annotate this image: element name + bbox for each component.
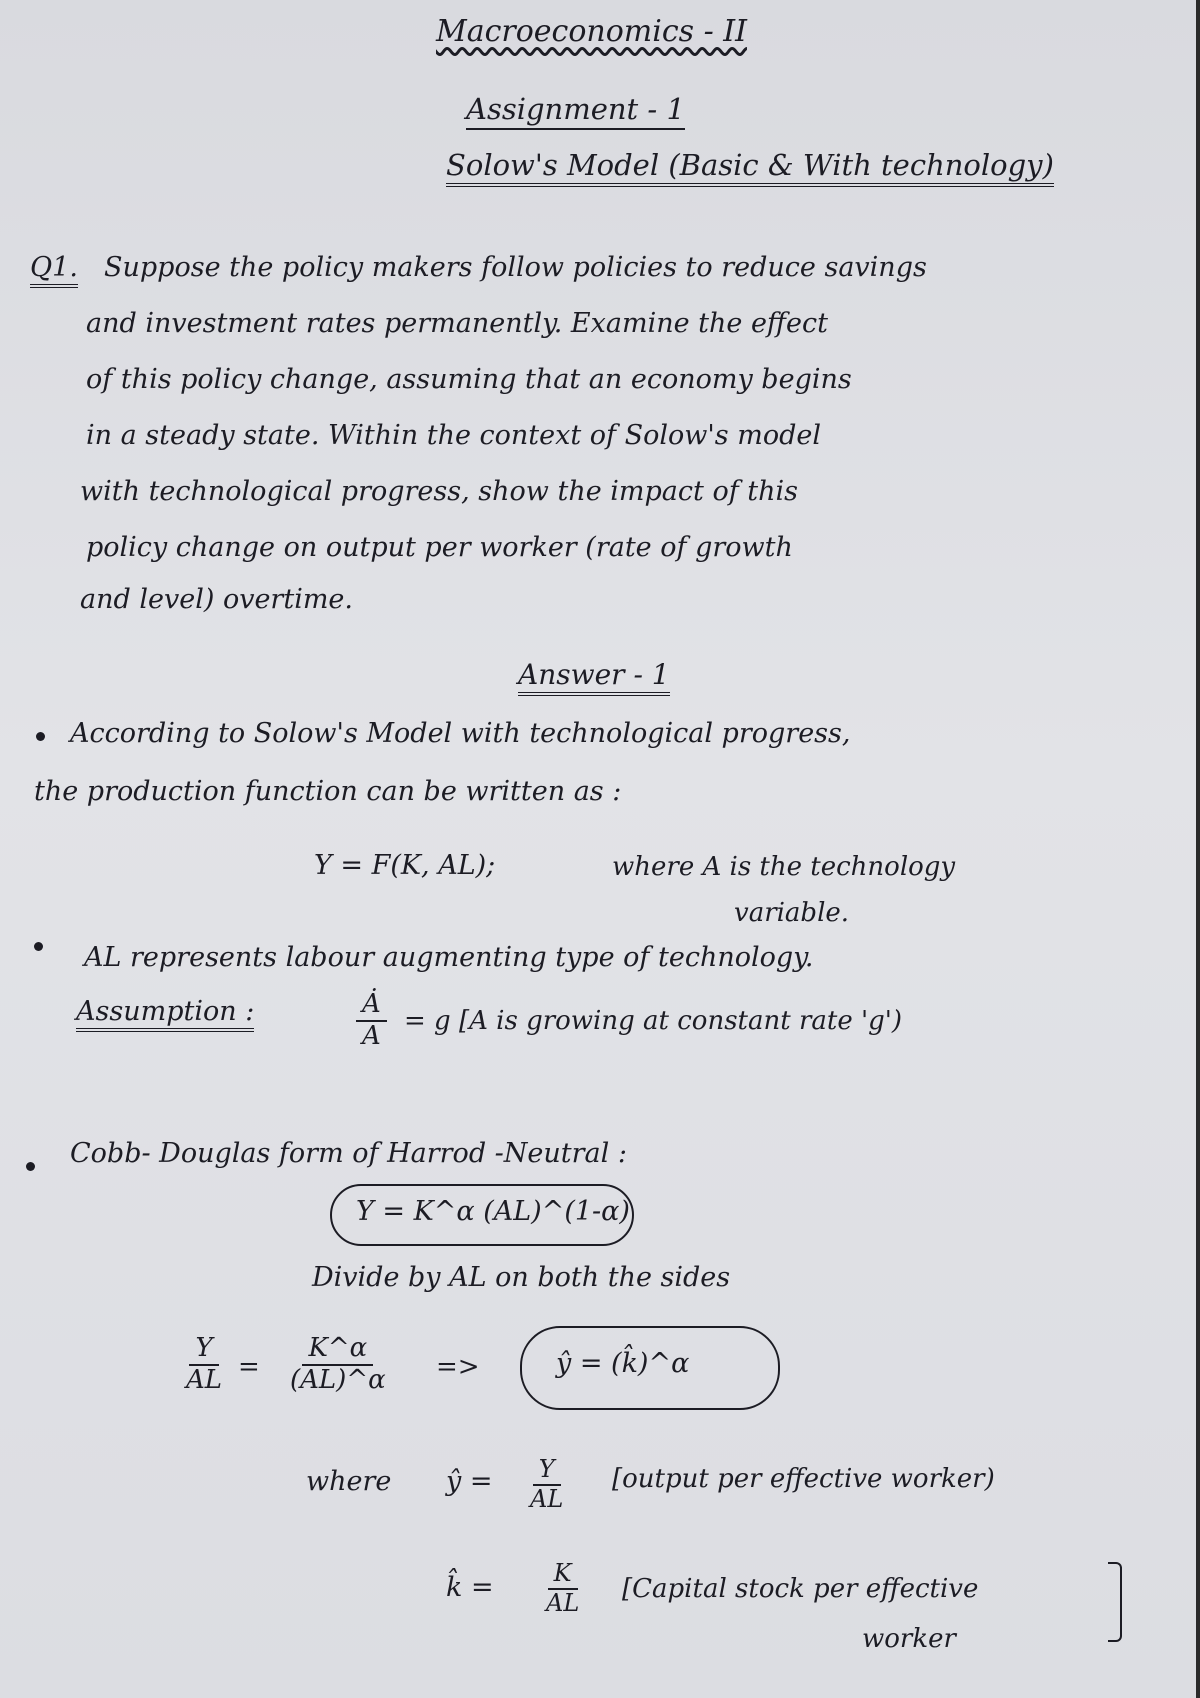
def-y-fraction: [524, 1456, 569, 1513]
where-label: where: [306, 1466, 392, 1497]
rhs-denominator: (AL)^α: [290, 1364, 386, 1395]
def-y-text: [output per effective worker): [612, 1464, 995, 1494]
lhs-fraction: [180, 1334, 228, 1396]
def-y-lhs: ŷ =: [446, 1466, 493, 1497]
bullet-1: [36, 732, 45, 741]
question-line-3: of this policy change, assuming that an economy begins: [86, 364, 852, 395]
rhs-fraction: [284, 1334, 392, 1396]
def-k-fraction: [540, 1560, 585, 1617]
assumption-denominator: A: [362, 1020, 381, 1051]
answer-heading: Answer - 1: [518, 658, 670, 696]
def-k-closing-bracket: [1108, 1562, 1122, 1642]
assignment-title: Assignment - 1: [466, 92, 685, 130]
question-line-1: Suppose the policy makers follow policies to reduce savings: [104, 252, 927, 283]
question-line-7: and level) overtime.: [80, 584, 353, 615]
bullet-3: [26, 1162, 35, 1171]
def-k-lhs: k̂ =: [446, 1572, 494, 1603]
production-function: Y = F(K, AL);: [314, 850, 496, 881]
question-line-5: with technological progress, show the impact of this: [80, 476, 799, 507]
lhs-denominator: AL: [186, 1364, 223, 1395]
implies-arrow: =>: [436, 1352, 480, 1382]
assumption-label: Assumption :: [76, 996, 254, 1032]
def-y-numerator: Y: [533, 1456, 561, 1486]
assumption-numerator: Ȧ: [356, 990, 387, 1022]
def-k-text-2: worker: [862, 1624, 956, 1654]
answer-p1-line-1: According to Solow's Model with technological progress,: [70, 718, 851, 749]
question-line-4: in a steady state. Within the context of Solow's model: [86, 420, 821, 451]
answer-p1-line-2: the production function can be written as :: [34, 776, 622, 807]
result-equation: ŷ = (k̂)^α: [556, 1348, 690, 1379]
lhs-numerator: Y: [189, 1334, 218, 1366]
topic-title: Solow's Model (Basic & With technology): [446, 148, 1054, 187]
assumption-fraction: [356, 990, 387, 1052]
page-edge: [1196, 0, 1200, 1698]
def-y-denominator: AL: [530, 1484, 564, 1513]
equals-sign-1: =: [238, 1352, 260, 1382]
question-line-2: and investment rates permanently. Examine the effect: [86, 308, 829, 339]
production-function-note-1: where A is the technology: [612, 852, 956, 882]
assumption-text: = g [A is growing at constant rate 'g'): [404, 1006, 903, 1036]
answer-p2-line-1: AL represents labour augmenting type of technology.: [84, 942, 814, 973]
bullet-2: [34, 942, 43, 951]
course-title: Macroeconomics - II: [436, 14, 747, 49]
rhs-numerator: K^α: [302, 1334, 373, 1366]
def-k-denominator: AL: [546, 1588, 580, 1617]
question-line-6: policy change on output per worker (rate of growth: [86, 532, 793, 563]
production-function-note-2: variable.: [734, 898, 850, 928]
question-label: Q1.: [30, 252, 78, 288]
cobb-douglas-heading: Cobb- Douglas form of Harrod -Neutral :: [70, 1138, 627, 1169]
def-k-text-1: [Capital stock per effective: [622, 1574, 979, 1604]
def-k-numerator: K: [548, 1560, 578, 1590]
cobb-douglas-equation: Y = K^α (AL)^(1-α): [356, 1196, 630, 1227]
divide-note: Divide by AL on both the sides: [312, 1262, 731, 1293]
